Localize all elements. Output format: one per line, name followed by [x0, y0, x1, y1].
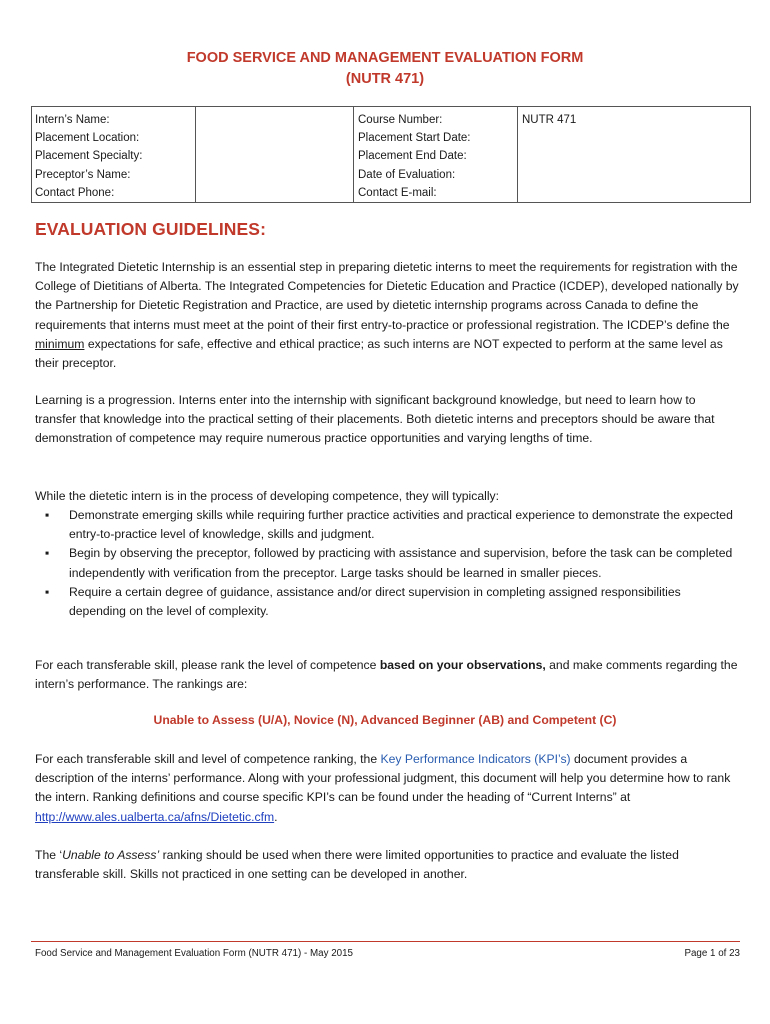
- placement-location-label: Placement Location:: [35, 132, 140, 145]
- competence-bullet-list: [35, 506, 740, 621]
- left-labels-cell: [32, 107, 196, 203]
- p1-text-start: The Integrated Dietetic Internship is an essential step in preparing dietetic interns to meet the requirements for registration with the College of Dietitians of Alberta. The Integrated Competencies for Dietetic Education and Practice (ICDEP), developed nationally by the Partnership for Dietetic Registration and Practice, are used by dietetic internship programs across Canada to define the requirements that interns must meet at the point of their first entry-to-practice or professional registration. The ICDEP’s define the: [35, 260, 739, 332]
- preceptor-name-label: Preceptor’s Name:: [35, 168, 131, 181]
- footer-divider: [31, 941, 740, 942]
- bullet-text: Demonstrate emerging skills while requiring further practice activities and practical experience to demonstrate the expected entry-to-practice level of knowledge, skills and judgment.: [69, 508, 733, 542]
- paragraph-developing-competence: While the dietetic intern is in the process of developing competence, they will typically:: [35, 489, 500, 503]
- course-number-label: Course Number:: [358, 114, 443, 126]
- list-item: [35, 506, 740, 544]
- p1-underlined-minimum: minimum: [35, 336, 85, 351]
- p7-text-start: The ‘: [35, 848, 63, 862]
- p5-text-end: and make comments regarding the intern’s performance. The rankings are:: [35, 658, 738, 692]
- evaluation-guidelines-heading: EVALUATION GUIDELINES:: [35, 219, 266, 239]
- placement-end-date-label: Placement End Date:: [358, 150, 467, 163]
- bullet-text: Require a certain degree of guidance, assistance and/or direct supervision in completing assigned responsibilities depending on the level of complexity.: [69, 584, 681, 619]
- p1-text-end: expectations for safe, effective and ethical practice; as such interns are NOT expected to perform at the same level as their preceptor.: [35, 336, 723, 371]
- footer-page-number: Page 1 of 23: [684, 948, 740, 959]
- contact-email-label: Contact E-mail:: [358, 186, 437, 199]
- footer-form-name: Food Service and Management Evaluation Form (NUTR 471) - May 2015: [35, 948, 353, 959]
- p6-text-middle: document provides a description of the interns’ performance. Along with your professional judgment, this document will help you determine how to rank the intern. Ranking definitions and course specific KPI’s can be found under the heading of “Current Interns” at: [35, 752, 731, 805]
- placement-specialty-label: Placement Specialty:: [35, 150, 143, 163]
- right-values-cell[interactable]: [518, 107, 751, 203]
- p5-text-start: For each transferable skill, please rank the level of competence: [35, 658, 380, 672]
- p7-text-end: ranking should be used when there were limited opportunities to practice and evaluate the listed transferable skill. Skills not practiced in one setting can be developed in another.: [35, 848, 679, 882]
- course-number-value: NUTR 471: [522, 114, 577, 126]
- contact-phone-label: Contact Phone:: [35, 186, 115, 199]
- intern-name-label: Intern’s Name:: [35, 114, 110, 126]
- p6-text-start: For each transferable skill and level of competence ranking, the: [35, 752, 381, 766]
- list-item: [35, 544, 740, 582]
- bullet-text: Begin by observing the preceptor, followed by practicing with assistance and supervision, before the task can be completed independently with verification from the preceptor. Large tasks should be learned in smaller pieces.: [69, 546, 733, 580]
- dietetic-website-link[interactable]: http://www.ales.ualberta.ca/afns/Dietetic.cfm: [35, 809, 275, 824]
- intern-info-table: [31, 106, 751, 203]
- date-of-evaluation-label: Date of Evaluation:: [358, 168, 456, 181]
- right-labels-cell: [354, 107, 518, 203]
- bullet-marker: ▪: [45, 584, 50, 599]
- paragraph-unable-to-assess: [35, 846, 740, 884]
- paragraph-learning-progression: Learning is a progression. Interns enter into the internship with significant background knowledge, but need to learn how to transfer that knowledge into the practical setting of their placements. Both dietetic interns and preceptors should be aware that demonstration of competence may require numerous practice opportunities and varying lengths of time.: [35, 393, 715, 446]
- paragraph-internship-intro: [35, 258, 740, 373]
- placement-start-date-label: Placement Start Date:: [358, 132, 471, 145]
- left-values-cell[interactable]: [196, 107, 354, 203]
- ranking-levels: Unable to Assess (U/A), Novice (N), Advanced Beginner (AB) and Competent (C): [153, 713, 617, 727]
- kpi-document-reference: Key Performance Indicators (KPI’s): [380, 752, 571, 766]
- bullet-marker: ▪: [45, 508, 50, 522]
- p5-bold-observations: based on your observations,: [379, 658, 546, 672]
- form-course-code: (NUTR 471): [345, 71, 425, 87]
- list-item: [35, 583, 740, 621]
- p6-text-end: .: [274, 809, 278, 824]
- form-title: FOOD SERVICE AND MANAGEMENT EVALUATION FORM: [186, 50, 584, 66]
- paragraph-ranking-instructions: [35, 656, 740, 694]
- paragraph-kpi-document: [35, 750, 740, 827]
- bullet-marker: ▪: [45, 546, 50, 561]
- p7-italic-unable-to-assess: Unable to Assess’: [62, 848, 160, 862]
